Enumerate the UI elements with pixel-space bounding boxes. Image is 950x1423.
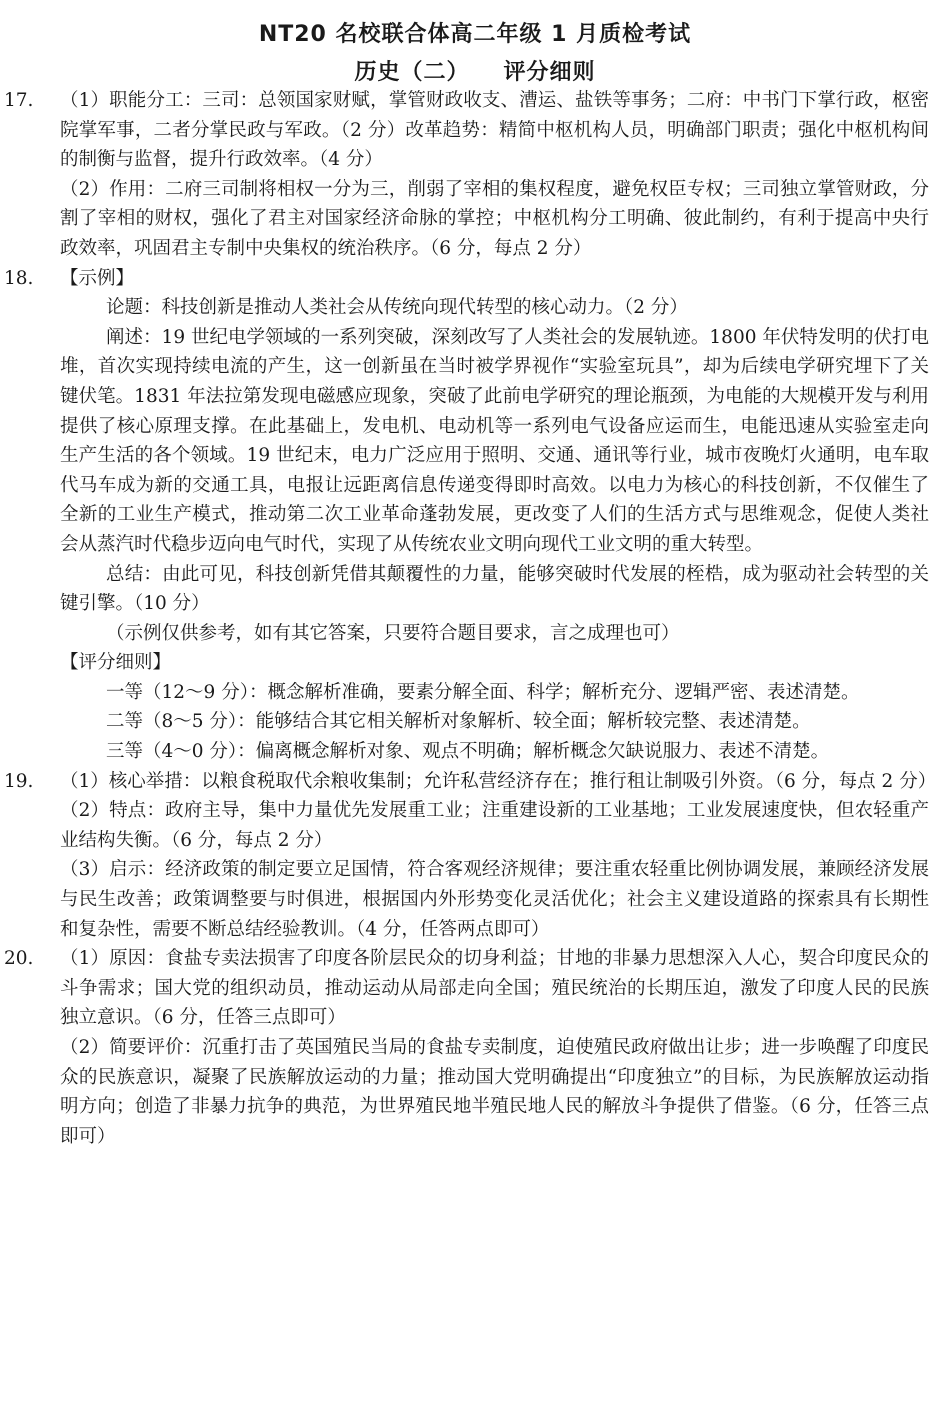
question-19 — [4, 767, 937, 945]
question-17 — [4, 86, 929, 264]
example-note: （示例仅供参考，如有其它答案，只要符合题目要求，言之成理也可） — [106, 622, 680, 644]
exam-title: NT20 名校联合体高二年级 1 月质检考试 — [258, 22, 692, 47]
question-number: 19. — [4, 770, 34, 792]
elaboration-paragraph: 阐述：19 世纪电学领域的一系列突破，深刻改写了人类社会的发展轨迹。1800 年伏特发明的伏打电堆，首次实现持续电流的产生，这一创新虽在当时被学界视作“实验室玩具”，却为后续电学研究埋下了关键伏笔。1831 年法拉第发现电磁感应现象，突破了此前电学研究的理论瓶颈，为电能的大规模开发与利用提供了核心原理支撑。在此基础上，发电机、电动机等一系列电气设备应运而生，电能迅速从实验室走向生产生活的各个领域。19 世纪末，电力广泛应用于照明、交通、通讯等行业，城市夜晚灯火通明，电车取代马车成为新的交通工具，电报让远距离信息传递变得即时高效。以电力为核心的科技创新，不仅催生了全新的工业生产模式，推动第二次工业革命蓬勃发展，更改变了人们的生活方式与思维观念，促使人类社会从蒸汽时代稳步迈向电气时代，实现了从传统农业文明向现代工业文明的重大转型。 — [60, 326, 929, 555]
answer-content — [4, 86, 937, 1151]
grade-3-criteria: 三等（4～0 分）：偏离概念解析对象、观点不明确；解析概念欠缺说服力、表述不清楚。 — [106, 741, 830, 763]
answer-part-1: （1）核心举措：以粮食税取代余粮收集制；允许私营经济存在；推行租让制吸引外资。（6 分，每点 2 分） — [60, 770, 937, 792]
document-subtitle — [0, 58, 950, 88]
answer-part-3: （3）启示：经济政策的制定要立足国情，符合客观经济规律；要注重农轻重比例协调发展，兼顾经济发展与民生改善；政策调整要与时俱进，根据国内外形势变化灵活优化；社会主义建设道路的探索具有长期性和复杂性，需要不断总结经验教训。（4 分，任答两点即可） — [60, 859, 929, 940]
question-20 — [4, 944, 929, 1151]
rubric-label: 【评分细则】 — [60, 652, 172, 674]
question-18 — [4, 264, 929, 767]
thesis-paragraph: 论题：科技创新是推动人类社会从传统向现代转型的核心动力。（2 分） — [106, 297, 688, 319]
answer-part-2: （2）简要评价：沉重打击了英国殖民当局的食盐专卖制度，迫使殖民政府做出让步；进一步唤醒了印度民众的民族意识，凝聚了民族解放运动的力量；推动国大党明确提出“印度独立”的目标，为民族解放运动指明方向；创造了非暴力抗争的典范，为世界殖民地半殖民地人民的解放斗争提供了借鉴。（6 分，任答三点即可） — [60, 1037, 929, 1147]
example-label: 【示例】 — [60, 267, 135, 289]
question-number: 20. — [4, 948, 34, 970]
answer-part-2: （2）特点：政府主导，集中力量优先发展重工业；注重建设新的工业基地；工业发展速度快，但农轻重产业结构失衡。（6 分，每点 2 分） — [60, 800, 929, 851]
answer-part-1: （1）原因：食盐专卖法损害了印度各阶层民众的切身利益；甘地的非暴力思想深入人心，契合印度民众的斗争需求；国大党的组织动员，推动运动从局部走向全国；殖民统治的长期压迫，激发了印度人民的民族独立意识。（6 分，任答三点即可） — [60, 948, 929, 1029]
summary-paragraph: 总结：由此可见，科技创新凭借其颠覆性的力量，能够突破时代发展的桎梏，成为驱动社会转型的关键引擎。（10 分） — [60, 563, 929, 615]
rubric-title: 评分细则 — [503, 60, 596, 85]
question-number: 18. — [4, 267, 34, 289]
answer-part-1: （1）职能分工：三司：总领国家财赋，掌管财政收支、漕运、盐铁等事务；二府：中书门下掌行政，枢密院掌军事，二者分掌民政与军政。（2 分）改革趋势：精简中枢机构人员，明确部门职责；强化中枢机构间的制衡与监督，提升行政效率。（4 分） — [60, 90, 929, 171]
grade-1-criteria: 一等（12～9 分）：概念解析准确，要素分解全面、科学；解析充分、逻辑严密、表述清楚。 — [106, 681, 860, 703]
subject-label: 历史（二） — [354, 60, 470, 85]
grade-2-criteria: 二等（8～5 分）：能够结合其它相关解析对象解析、较全面；解析较完整、表述清楚。 — [106, 711, 811, 733]
answer-part-2: （2）作用：二府三司制将相权一分为三，削弱了宰相的集权程度，避免权臣专权；三司独立掌管财政，分割了宰相的财权，强化了君主对国家经济命脉的掌控；中枢机构分工明确、彼此制约，有利于提高中央行政效率，巩固君主专制中央集权的统治秩序。（6 分，每点 2 分） — [60, 178, 929, 259]
question-number: 17. — [4, 90, 34, 111]
